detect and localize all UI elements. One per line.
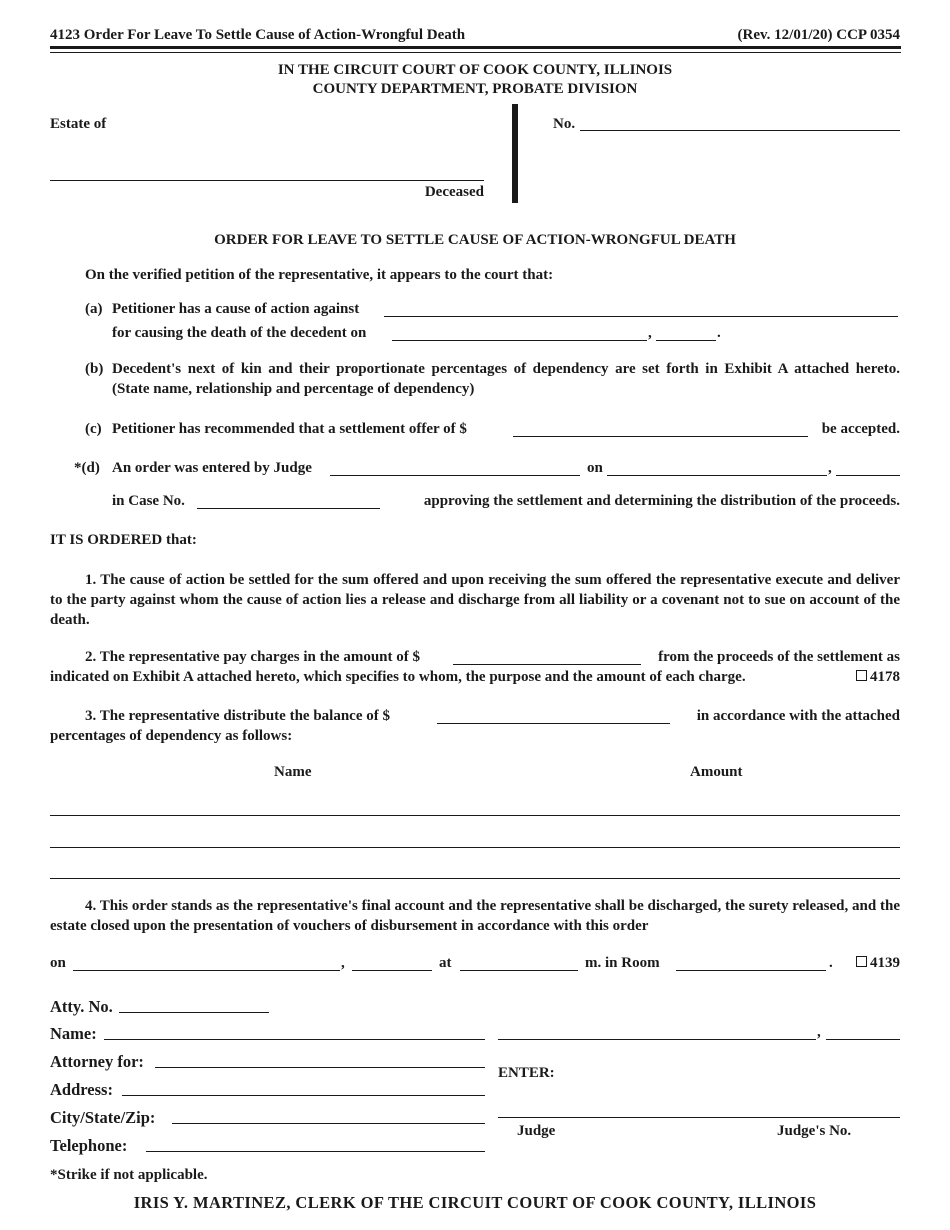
order-year-field[interactable] <box>836 475 900 476</box>
period: . <box>717 325 721 341</box>
room-field[interactable] <box>676 970 826 971</box>
order-3-part2: in accordance with the attached <box>696 708 900 724</box>
order-3-line2: percentages of dependency as follows: <box>50 728 293 744</box>
court-name-line1: IN THE CIRCUIT COURT OF COOK COUNTY, ILLINOIS <box>277 62 673 78</box>
telephone-label: Telephone: <box>50 1136 128 1155</box>
judge-label: Judge <box>517 1123 556 1139</box>
atty-no-label: Atty. No. <box>50 997 113 1016</box>
order-date-field[interactable] <box>607 475 827 476</box>
name-column-header: Name <box>274 764 312 780</box>
ordered-heading: IT IS ORDERED that: <box>50 532 197 548</box>
hearing-year-field[interactable] <box>352 970 432 971</box>
order-2-line2: indicated on Exhibit A attached hereto, which specifies to whom, the purpose and the amount of each charge. <box>50 669 746 685</box>
finding-b-label: (b) <box>85 361 104 377</box>
atty-no-field[interactable] <box>119 1012 269 1013</box>
settlement-offer-field[interactable] <box>513 436 808 437</box>
death-date-field[interactable] <box>392 340 647 341</box>
atty-name-label: Name: <box>50 1024 97 1043</box>
distribution-line-3[interactable] <box>50 878 900 879</box>
room-label: m. in Room <box>585 955 660 971</box>
case-no-label: No. <box>553 116 576 132</box>
distribution-line-1[interactable] <box>50 815 900 816</box>
header-rule-thin <box>50 52 901 53</box>
period: . <box>829 955 833 971</box>
judge-signature-field[interactable] <box>498 1117 900 1118</box>
clerk-line: IRIS Y. MARTINEZ, CLERK OF THE CIRCUIT COURT OF COOK COUNTY, ILLINOIS <box>133 1193 817 1212</box>
finding-a-text2: for causing the death of the decedent on <box>112 325 367 341</box>
finding-d-text1: An order was entered by Judge <box>112 460 312 476</box>
enter-date-field[interactable] <box>498 1039 816 1040</box>
estate-of-label: Estate of <box>50 116 107 132</box>
judge-no-label: Judge's No. <box>777 1123 852 1139</box>
attorney-for-field[interactable] <box>155 1067 485 1068</box>
finding-d-text3: approving the settlement and determining the distribution of the proceeds. <box>423 493 900 509</box>
comma: , <box>817 1024 821 1040</box>
form-title: 4123 Order For Leave To Settle Cause of Action-Wrongful Death <box>50 27 466 43</box>
order-2-part1: 2. The representative pay charges in the amount of $ <box>85 649 420 665</box>
estate-name-field[interactable] <box>50 180 484 181</box>
finding-c-text1: Petitioner has recommended that a settlement offer of $ <box>112 421 467 437</box>
enter-year-field[interactable] <box>826 1039 900 1040</box>
attorney-for-label: Attorney for: <box>50 1052 144 1071</box>
order-4: 4. This order stands as the representative's final account and the representative shall be discharged, the surety released, and the estate closed upon the presentation of vouchers of disbursement in accordance with this order <box>50 898 900 934</box>
distribution-line-2[interactable] <box>50 847 900 848</box>
checkbox-icon[interactable] <box>856 956 867 967</box>
comma: , <box>341 955 345 971</box>
city-state-zip-label: City/State/Zip: <box>50 1108 156 1127</box>
intro-text: On the verified petition of the representative, it appears to the court that: <box>85 267 554 283</box>
finding-b-text1: Decedent's next of kin and their proportionate percentages of dependency are set forth in Exhibit A attached hereto. <box>112 361 900 377</box>
order-2-code: 4178 <box>870 669 900 685</box>
defendant-field[interactable] <box>384 316 898 317</box>
hearing-time-field[interactable] <box>460 970 578 971</box>
death-year-field[interactable] <box>656 340 716 341</box>
finding-d-on: on <box>587 460 603 476</box>
city-state-zip-field[interactable] <box>172 1123 485 1124</box>
finding-c-label: (c) <box>85 421 102 437</box>
hearing-date-field[interactable] <box>73 970 340 971</box>
finding-c-text2: be accepted. <box>821 421 900 437</box>
telephone-field[interactable] <box>146 1151 485 1152</box>
finding-d-text2: in Case No. <box>112 493 185 509</box>
on-label: on <box>50 955 66 971</box>
enter-label: ENTER: <box>498 1065 555 1081</box>
order-1: 1. The cause of action be settled for the sum offered and upon receiving the sum offered the representative execute and deliver to the party against whom the cause of action lies a release and discharge from all liability or a covenant not to sue on account of the death. <box>50 572 900 628</box>
order-title: ORDER FOR LEAVE TO SETTLE CAUSE OF ACTION-WRONGFUL DEATH <box>214 232 736 248</box>
amount-column-header: Amount <box>690 764 743 780</box>
court-name-line2: COUNTY DEPARTMENT, PROBATE DIVISION <box>312 81 638 97</box>
prior-case-no-field[interactable] <box>197 508 380 509</box>
charges-amount-field[interactable] <box>453 664 641 665</box>
order-4-option[interactable] <box>856 955 900 972</box>
checkbox-icon[interactable] <box>856 670 867 681</box>
form-revision: (Rev. 12/01/20) CCP 0354 <box>737 27 900 43</box>
finding-a-label: (a) <box>85 301 103 317</box>
finding-d-label: *(d) <box>74 460 100 476</box>
atty-name-field[interactable] <box>104 1039 485 1040</box>
address-label: Address: <box>50 1080 113 1099</box>
comma: , <box>648 325 652 341</box>
caption-divider <box>512 104 518 203</box>
order-2-option[interactable] <box>856 669 900 686</box>
order-2-part2: from the proceeds of the settlement as <box>658 649 900 665</box>
balance-amount-field[interactable] <box>437 723 670 724</box>
finding-b-text2: (State name, relationship and percentage of dependency) <box>112 381 475 397</box>
case-no-field[interactable] <box>580 130 900 131</box>
order-4-code: 4139 <box>870 955 900 971</box>
comma: , <box>828 460 832 476</box>
order-3-part1: 3. The representative distribute the balance of $ <box>85 708 390 724</box>
at-label: at <box>439 955 452 971</box>
deceased-label: Deceased <box>424 184 484 200</box>
address-field[interactable] <box>122 1095 485 1096</box>
footnote: *Strike if not applicable. <box>50 1167 208 1183</box>
judge-name-field[interactable] <box>330 475 580 476</box>
header-rule-thick <box>50 46 901 49</box>
finding-a-text1: Petitioner has a cause of action against <box>112 301 360 317</box>
